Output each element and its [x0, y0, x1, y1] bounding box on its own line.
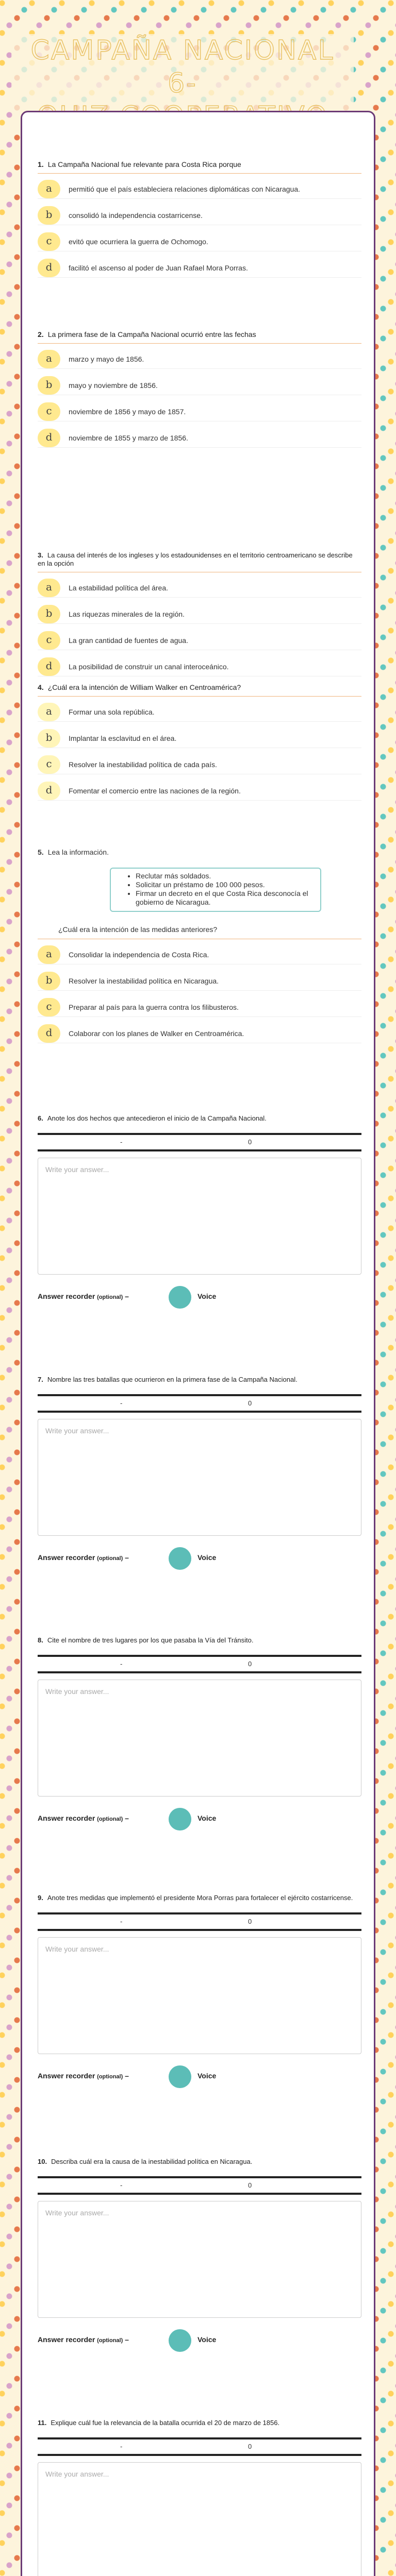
option-letter: c — [38, 232, 60, 251]
option-text: facilitó el ascenso al poder de Juan Rafael Mora Porras. — [69, 264, 248, 272]
option-text: Las riquezas minerales de la región. — [69, 610, 185, 618]
option-letter: a — [38, 945, 60, 964]
answer-recorder — [38, 1811, 361, 1832]
option-b[interactable] — [38, 729, 361, 748]
answer-input[interactable] — [38, 1680, 361, 1797]
option-b[interactable] — [38, 206, 361, 225]
option-a[interactable] — [38, 579, 361, 598]
toolbar-cell[interactable]: - — [120, 1399, 123, 1407]
recorder-label: Answer recorder — [38, 1292, 95, 1300]
option-b[interactable] — [38, 376, 361, 395]
option-a[interactable] — [38, 703, 361, 722]
recorder-optional: (optional) — [97, 2337, 123, 2344]
toolbar-cell[interactable]: 0 — [248, 1138, 252, 1146]
question-title: 2. La primera fase de la Campaña Nacional ocurrió entre las fechas — [38, 330, 361, 344]
title-line-1: CAMPAÑA NACIONAL 6- — [30, 35, 335, 99]
answer-input[interactable] — [38, 1158, 361, 1275]
format-toolbar — [38, 1133, 361, 1151]
question-title: 6. Anote los dos hechos que antecedieron el inicio de la Campaña Nacional. — [38, 1114, 267, 1122]
answer-recorder — [38, 1289, 361, 1310]
answer-input[interactable] — [38, 2201, 361, 2318]
answer-input[interactable] — [38, 1937, 361, 2054]
recorder-dash: – — [125, 1814, 129, 1822]
info-item: • Firmar un decreto en el que Costa Rica desconocía el gobierno de Nicaragua. — [136, 889, 314, 907]
toolbar-cell[interactable]: - — [120, 2443, 123, 2450]
format-toolbar — [38, 2176, 361, 2195]
format-toolbar — [38, 1912, 361, 1931]
format-toolbar — [38, 1655, 361, 1673]
format-toolbar — [38, 1394, 361, 1413]
question-title: 11. Explique cuál fue la relevancia de la batalla ocurrida el 20 de marzo de 1856. — [38, 2419, 280, 2427]
answer-placeholder: Write your answer... — [45, 1945, 109, 1953]
record-button[interactable] — [169, 2329, 191, 2352]
option-text: La posibilidad de construir un canal interoceánico. — [69, 663, 229, 671]
option-c[interactable] — [38, 998, 361, 1017]
option-b[interactable] — [38, 972, 361, 991]
option-letter: d — [38, 1024, 60, 1043]
option-text: Resolver la inestabilidad política de cada país. — [69, 760, 217, 769]
voice-label: Voice — [197, 1292, 217, 1300]
question-1 — [38, 160, 361, 285]
question-title: 10. Describa cuál era la causa de la inestabilidad política en Nicaragua. — [38, 2158, 253, 2165]
toolbar-cell[interactable]: 0 — [248, 1660, 252, 1668]
toolbar-cell[interactable]: 0 — [248, 1918, 252, 1925]
option-d[interactable] — [38, 259, 361, 278]
voice-label: Voice — [197, 1814, 217, 1822]
option-text: marzo y mayo de 1856. — [69, 355, 144, 363]
option-letter: b — [38, 605, 60, 623]
option-d[interactable] — [38, 1024, 361, 1043]
option-letter: b — [38, 376, 60, 395]
voice-label: Voice — [197, 2335, 217, 2344]
option-letter: d — [38, 259, 60, 277]
option-letter: d — [38, 657, 60, 676]
option-text: Formar una sola república. — [69, 708, 155, 716]
option-text: La gran cantidad de fuentes de agua. — [69, 636, 188, 645]
answer-placeholder: Write your answer... — [45, 1427, 109, 1435]
question-title: 5. Lea la información. — [38, 848, 109, 856]
option-text: noviembre de 1855 y marzo de 1856. — [69, 434, 188, 442]
option-d[interactable] — [38, 782, 361, 801]
question-9 — [38, 1894, 361, 2089]
option-letter: b — [38, 206, 60, 225]
worksheet — [21, 111, 375, 2576]
option-a[interactable] — [38, 945, 361, 964]
title-box — [11, 34, 354, 111]
question-10 — [38, 2158, 361, 2353]
question-title: 9. Anote tres medidas que implementó el presidente Mora Porras para fortalecer el ejército costarricense. — [38, 1894, 353, 1902]
info-item: • Reclutar más soldados. — [136, 872, 314, 880]
recorder-dash: – — [125, 2072, 129, 2080]
option-text: La estabilidad política del área. — [69, 584, 169, 592]
option-text: Fomentar el comercio entre las naciones de la región. — [69, 787, 241, 795]
answer-placeholder: Write your answer... — [45, 2470, 109, 2478]
answer-placeholder: Write your answer... — [45, 1687, 109, 1696]
toolbar-cell[interactable]: - — [120, 1660, 123, 1668]
answer-placeholder: Write your answer... — [45, 1165, 109, 1174]
question-5 — [38, 848, 361, 1050]
question-4 — [38, 683, 361, 808]
recorder-label: Answer recorder — [38, 2335, 95, 2344]
option-text: Colaborar con los planes de Walker en Centroamérica. — [69, 1029, 244, 1038]
option-letter: a — [38, 180, 60, 198]
option-c[interactable] — [38, 232, 361, 251]
question-3 — [38, 551, 361, 684]
info-box — [110, 868, 321, 912]
option-text: Consolidar la independencia de Costa Rica. — [69, 951, 209, 959]
option-text: mayo y noviembre de 1856. — [69, 381, 158, 389]
option-letter: b — [38, 729, 60, 748]
question-11 — [38, 2419, 361, 2576]
option-text: Preparar al país para la guerra contra los filibusteros. — [69, 1003, 239, 1011]
answer-input[interactable] — [38, 2462, 361, 2576]
option-letter: c — [38, 631, 60, 650]
toolbar-cell[interactable]: - — [120, 2181, 123, 2189]
option-letter: c — [38, 402, 60, 421]
toolbar-cell[interactable]: 0 — [248, 2181, 252, 2189]
option-text: Resolver la inestabilidad política en Nicaragua. — [69, 977, 219, 985]
voice-label: Voice — [197, 2072, 217, 2080]
recorder-label: Answer recorder — [38, 2072, 95, 2080]
question-title: 8. Cite el nombre de tres lugares por los que pasaba la Vía del Tránsito. — [38, 1636, 254, 1644]
option-letter: c — [38, 998, 60, 1016]
option-letter: a — [38, 350, 60, 368]
recorder-dash: – — [125, 2335, 129, 2344]
option-letter: d — [38, 782, 60, 800]
toolbar-cell[interactable]: 0 — [248, 2443, 252, 2450]
question-2 — [38, 330, 361, 455]
option-text: noviembre de 1856 y mayo de 1857. — [69, 408, 186, 416]
option-text: consolidó la independencia costarricense. — [69, 211, 203, 219]
voice-label: Voice — [197, 1553, 217, 1562]
sub-question: ¿Cuál era la intención de las medidas anteriores? — [38, 922, 361, 939]
recorder-optional: (optional) — [97, 2074, 123, 2080]
option-letter: a — [38, 579, 60, 597]
option-letter: a — [38, 703, 60, 721]
option-b[interactable] — [38, 605, 361, 624]
info-item: • Solicitar un préstamo de 100 000 pesos. — [136, 880, 314, 889]
recorder-dash: – — [125, 1292, 129, 1300]
question-title: 3. La causa del interés de los ingleses y los estadounidenses en el territorio centroamericano se describe en la opción — [38, 551, 361, 572]
recorder-optional: (optional) — [97, 1555, 123, 1562]
title-banner — [0, 0, 396, 129]
answer-placeholder: Write your answer... — [45, 2209, 109, 2217]
question-6 — [38, 1114, 361, 1310]
option-text: Implantar la esclavitud en el área. — [69, 734, 177, 742]
toolbar-cell[interactable]: 0 — [248, 1399, 252, 1407]
option-letter: b — [38, 972, 60, 990]
option-c[interactable] — [38, 631, 361, 650]
recorder-dash: – — [125, 1553, 129, 1562]
option-letter: d — [38, 429, 60, 447]
question-7 — [38, 1376, 361, 1571]
option-d[interactable] — [38, 657, 361, 676]
option-a[interactable] — [38, 350, 361, 369]
option-c[interactable] — [38, 402, 361, 421]
recorder-label: Answer recorder — [38, 1814, 95, 1822]
format-toolbar — [38, 2437, 361, 2456]
question-title: 1. La Campaña Nacional fue relevante para Costa Rica porque — [38, 160, 361, 174]
option-d[interactable] — [38, 429, 361, 448]
answer-recorder — [38, 1550, 361, 1571]
recorder-optional: (optional) — [97, 1294, 123, 1300]
question-8 — [38, 1636, 361, 1832]
recorder-label: Answer recorder — [38, 1553, 95, 1562]
option-letter: c — [38, 755, 60, 774]
question-title: 7. Nombre las tres batallas que ocurrieron en la primera fase de la Campaña Nacional. — [38, 1376, 298, 1383]
record-button[interactable] — [169, 1286, 191, 1309]
answer-input[interactable] — [38, 1419, 361, 1536]
toolbar-cell[interactable]: - — [120, 1138, 123, 1146]
option-text: evitó que ocurriera la guerra de Ochomogo. — [69, 238, 208, 246]
record-button[interactable] — [169, 2065, 191, 2088]
record-button[interactable] — [169, 1547, 191, 1570]
option-a[interactable] — [38, 180, 361, 199]
answer-recorder — [38, 2069, 361, 2089]
record-button[interactable] — [169, 1808, 191, 1831]
recorder-optional: (optional) — [97, 1816, 123, 1822]
option-c[interactable] — [38, 755, 361, 774]
answer-recorder — [38, 2332, 361, 2353]
question-title: 4. ¿Cuál era la intención de William Walker en Centroamérica? — [38, 683, 361, 697]
toolbar-cell[interactable]: - — [120, 1918, 123, 1925]
option-text: permitió que el país estableciera relaciones diplomáticas con Nicaragua. — [69, 185, 301, 193]
